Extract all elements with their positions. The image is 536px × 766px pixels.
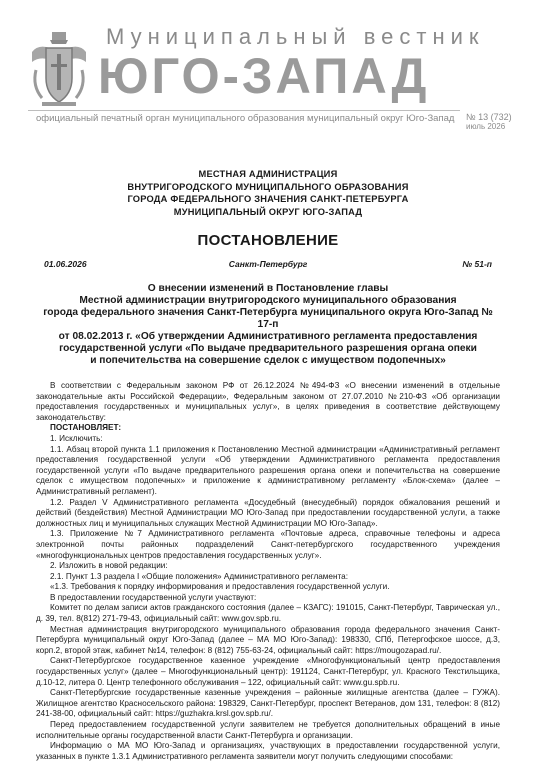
document-meta: [36, 259, 500, 273]
coat-of-arms-icon: [28, 30, 90, 110]
title-line: от 08.02.2013 г. «Об утверждении Административного регламента предоставления: [58, 331, 478, 342]
org-line: МУНИЦИПАЛЬНЫЙ ОКРУГ ЮГО-ЗАПАД: [173, 206, 363, 217]
paragraph: 2.1. Пункт 1.3 раздела I «Общие положения» Административного регламента:: [50, 571, 348, 581]
paragraph: 1.3. Приложение №7 Административного регламента «Почтовые адреса, справочные телефоны и адреса электронной почты районных подразделений Санкт-петербургского государственного учреждения «многофункциональных центров предоставления государственных услуг».: [36, 529, 500, 560]
title-line: государственной услуги «По выдаче предварительного разрешения органа опеки: [59, 343, 477, 354]
masthead-subtitle: официальный печатный орган муниципального образования муниципальный округ Юго-Запад: [36, 113, 455, 124]
paragraph: Местная администрация внутригородского муниципального образования города федерального значения Санкт-Петербурга муниципальный округ Юго-Запад (далее – МА МО Юго-Запад): 198330, СПб, Петергофское шоссе, д.3, корп.2, второй этаж, кабинет №14, телефон: 8 (812) 755-63-24, официальный сайт: https://mougozapad.ru/.: [36, 624, 500, 655]
paragraph: «1.3. Требования к порядку информирования и предоставления государственной услуги.: [50, 582, 390, 592]
paragraph: 1.1. Абзац второй пункта 1.1 приложения к Постановлению Местной администрации «Административный регламент предоставления государственной услуги «Об утверждении Административного регламента предоставления государственной услуги «По выдаче предварительного разрешения органа опеки и попечительства на совершение сделок с имуществом подопечных» и приложение к административному регламенту «Блок-схема» (далее – Административный регламент).: [36, 444, 500, 496]
issue-number: № 13 (732): [466, 112, 512, 122]
document-text: [36, 381, 500, 762]
paragraph: В предоставлении государственной услуги участвуют:: [50, 592, 257, 602]
issue-date: июль 2026: [466, 122, 506, 131]
document-place: Санкт-Петербург: [228, 259, 308, 269]
org-line: ВНУТРИГОРОДСКОГО МУНИЦИПАЛЬНОГО ОБРАЗОВАНИЯ: [127, 181, 409, 192]
document-type: ПОСТАНОВЛЕНИЕ: [197, 232, 339, 249]
org-line: ГОРОДА ФЕДЕРАЛЬНОГО ЗНАЧЕНИЯ САНКТ-ПЕТЕРБУРГА: [127, 194, 409, 204]
issuing-organization: [36, 168, 500, 218]
title-line: города федерального значения Санкт-Петербурга муниципального округа Юго-Запад № 17-п: [43, 307, 493, 330]
paragraph: Санкт-Петербургское государственное казенное учреждение «Многофункциональный центр предоставления государственных услуг» (далее – Многофункциональный центр): 191124, Санкт-Петербург, ул. Красного Текстильщика, д.10-12, литера 0. Центр телефонного обслуживания – 122, официальный сайт: www.gu.spb.ru.: [36, 656, 500, 687]
paragraph: 1.2. Раздел V Административного регламента «Досудебный (внесудебный) порядок обжалования решений и действий (бездействия) Местной Администрации МО Юго-Запад при предоставлении государственной услуги, а также должностных лиц и муниципальных служащих Местной Администрации МО Юго-Запад».: [36, 497, 500, 528]
document-body: [36, 168, 500, 762]
org-line: МЕСТНАЯ АДМИНИСТРАЦИЯ: [198, 169, 338, 179]
document-title: [36, 283, 500, 367]
masthead-top-line: Муниципальный вестник: [106, 24, 485, 49]
paragraph-resolves: ПОСТАНОВЛЯЕТ:: [50, 423, 122, 433]
paragraph: 2. Изложить в новой редакции:: [50, 561, 168, 571]
document-number: № 51-п: [462, 259, 492, 269]
paragraph: Перед предоставлением государственной услуги заявителем не требуется дополнительных обращений в иные исполнительные органы государственной власти Санкт-Петербурга и организации.: [36, 720, 500, 740]
document-date: 01.06.2026: [44, 259, 87, 269]
paragraph: 1. Исключить:: [50, 433, 103, 443]
masthead: [0, 0, 536, 138]
masthead-divider: [28, 110, 460, 111]
paragraph: Комитет по делам записи актов гражданского состояния (далее – КЗАГС): 191015, Санкт-Петербург, Таврическая ул., д. 39, тел. 8(812) 271-79-43, официальный сайт: www.gov.spb.ru.: [36, 603, 500, 624]
title-line: Местной администрации внутригородского муниципального образования: [79, 295, 457, 306]
paragraph: Санкт-Петербургские государственные казенные учреждения – районные жилищные агентства (далее – ГУЖА). Жилищное агентство Красносельского района: 198329, Санкт-Петербург, проспект Ветеранов, дом 131, телефон: 8 (812) 241-38-00, официальный сайт: https://guzhakra.krsl.gov.spb.ru/.: [36, 688, 500, 719]
title-line: О внесении изменений в Постановление главы: [147, 283, 389, 294]
paragraph: Информацию о МА МО Юго-Запад и организациях, участвующих в предоставлении государственной услуги, указанных в пункте 1.3.1 Административного регламента заявители могут получить следующими способами:: [36, 741, 500, 761]
issue-info: [466, 113, 512, 131]
paragraph: В соответствии с Федеральным законом РФ от 26.12.2024 №494-ФЗ «О внесении изменений в отдельные законодательные акты Российской Федерации», Федеральным законом от 27.07.2010 №210-ФЗ «Об организации предоставления государственных и муниципальных услуг», в целях приведения в соответствие действующему законодательству:: [36, 381, 500, 422]
masthead-name: ЮГО-ЗАПАД: [98, 48, 430, 104]
title-line: и попечительства на совершение сделок с имуществом подопечных»: [90, 355, 446, 366]
